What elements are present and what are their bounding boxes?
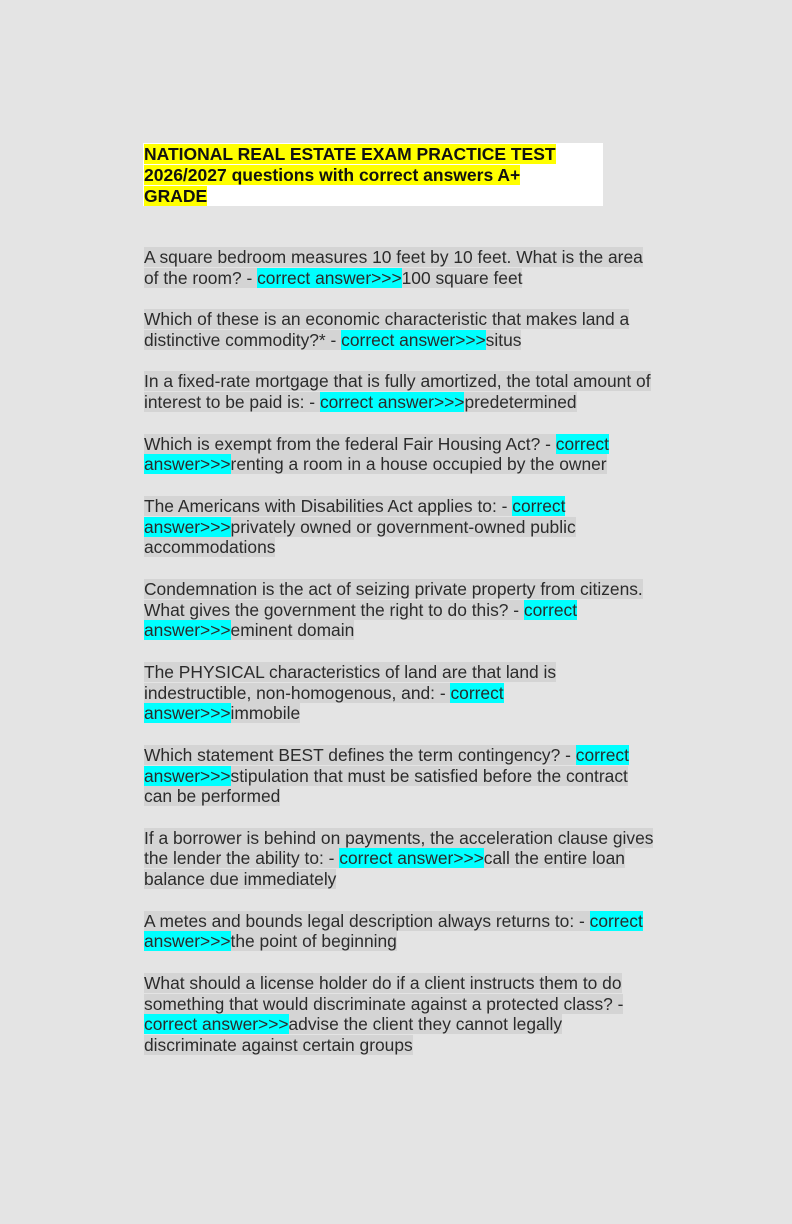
- qa-item: [144, 828, 656, 890]
- answer-tag: correct answer>>>: [341, 329, 486, 350]
- question-text: If a borrower is behind on payments, the acceleration clause gives the lender the ability to: -: [144, 827, 654, 869]
- page-title: [144, 144, 584, 206]
- answer-tag: correct answer>>>: [144, 495, 566, 537]
- answer-text: stipulation that must be satisfied before the contract can be performed: [144, 765, 628, 807]
- answer-tag: correct answer>>>: [257, 267, 402, 288]
- question-text: Condemnation is the act of seizing private property from citizens. What gives the government the right to do this? -: [144, 578, 643, 620]
- qa-list: [144, 247, 656, 1077]
- title-box: [143, 143, 603, 206]
- qa-item: [144, 579, 656, 641]
- qa-item: [144, 371, 656, 413]
- question-text: The Americans with Disabilities Act applies to: -: [144, 495, 513, 516]
- answer-text: the point of beginning: [230, 931, 397, 952]
- question-text: A metes and bounds legal description always returns to: -: [144, 910, 590, 931]
- answer-text: eminent domain: [230, 620, 355, 641]
- question-text: Which is exempt from the federal Fair Housing Act? -: [144, 433, 556, 454]
- question-text: In a fixed-rate mortgage that is fully amortized, the total amount of interest to be paid is: -: [144, 371, 651, 413]
- qa-item: [144, 247, 656, 289]
- answer-text: 100 square feet: [401, 267, 523, 288]
- answer-text: predetermined: [464, 392, 577, 413]
- answer-text: immobile: [230, 703, 301, 724]
- answer-tag: correct answer>>>: [339, 848, 484, 869]
- question-text: A square bedroom measures 10 feet by 10 feet. What is the area of the room? -: [144, 247, 643, 288]
- question-text: Which statement BEST defines the term contingency? -: [144, 744, 576, 765]
- answer-tag: correct answer>>>: [144, 599, 578, 641]
- title-highlight: NATIONAL REAL ESTATE EXAM PRACTICE TEST 2026/2027 questions with correct answers A+ GRADE: [144, 144, 556, 206]
- answer-text: renting a room in a house occupied by the owner: [230, 454, 607, 475]
- answer-text: advise the client they cannot legally discriminate against certain groups: [144, 1014, 563, 1056]
- qa-item: [144, 662, 656, 724]
- answer-text: privately owned or government-owned public accommodations: [144, 516, 576, 558]
- answer-text: situs: [485, 329, 522, 350]
- question-text: The PHYSICAL characteristics of land are that land is indestructible, non-homogenous, and: -: [144, 661, 557, 703]
- question-text: Which of these is an economic characteristic that makes land a distinctive commodity?* -: [144, 309, 630, 350]
- qa-item: [144, 434, 656, 476]
- qa-item: [144, 496, 656, 558]
- question-text: What should a license holder do if a client instructs them to do something that would discriminate against a protected class? -: [144, 972, 624, 1014]
- answer-tag: correct answer>>>: [144, 433, 609, 475]
- qa-item: [144, 911, 656, 953]
- answer-text: call the entire loan balance due immediately: [144, 848, 625, 890]
- answer-tag: correct answer>>>: [319, 392, 465, 413]
- answer-tag: correct answer>>>: [144, 910, 643, 952]
- answer-tag: correct answer>>>: [144, 744, 629, 786]
- qa-item: [144, 745, 656, 807]
- answer-tag: correct answer>>>: [144, 682, 504, 724]
- qa-item: [144, 309, 656, 351]
- qa-item: [144, 973, 656, 1056]
- answer-tag: correct answer>>>: [144, 1014, 289, 1035]
